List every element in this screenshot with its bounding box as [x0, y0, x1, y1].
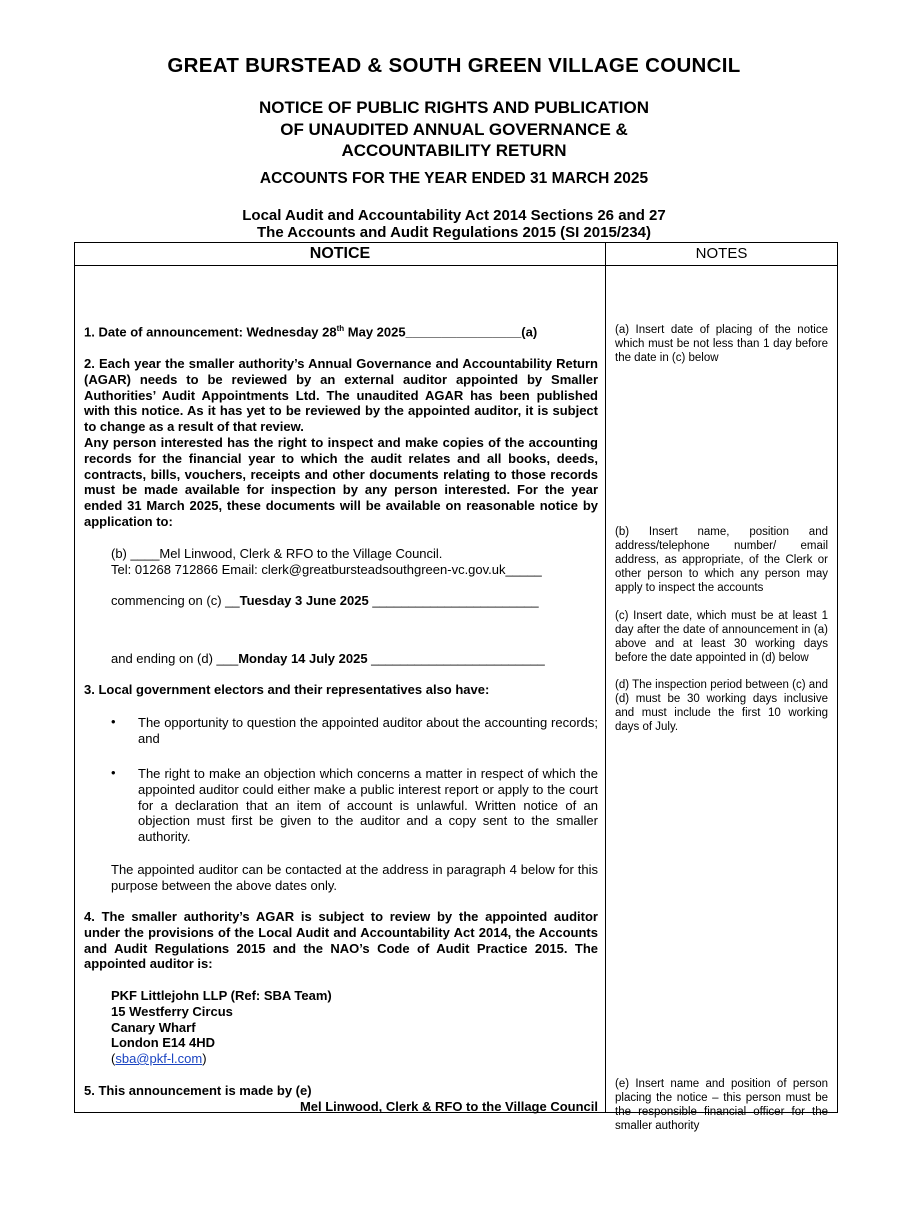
item-2-paragraph-2: Any person interested has the right to inspect and make copies of the accounting records for the financial year to which the audit relates and all books, deeds, contracts, bills, vouchers, receipts and other documents relating to those records must be made available for inspection by any person interested. For the year ended 31 March 2025, these documents will be available on reasonable notice by application to:	[84, 435, 598, 529]
bullet-icon: •	[111, 765, 116, 780]
auditor-contact-note: The appointed auditor can be contacted at the address in paragraph 4 below for this purpose between the above dates only.	[111, 862, 598, 893]
notice-title-line: NOTICE OF PUBLIC RIGHTS AND PUBLICATION	[258, 98, 650, 117]
note-a: (a) Insert date of placing of the notice which must be not less than 1 day before the date in (c) below	[615, 324, 828, 364]
council-name: GREAT BURSTEAD & SOUTH GREEN VILLAGE COUNCIL	[167, 54, 741, 77]
auditor-email-link[interactable]: sba@pkf-l.com	[115, 1051, 203, 1066]
address-line: London E14 4HD	[111, 1035, 216, 1051]
item-1-announcement-date: 1. Date of announcement: Wednesday 28th May 2025________________(a)	[84, 324, 538, 340]
notice-title	[0, 97, 908, 162]
commencing-date-line: commencing on (c) __Tuesday 3 June 2025 _______________________	[111, 593, 539, 608]
accounts-year-heading: ACCOUNTS FOR THE YEAR ENDED 31 MARCH 2025	[259, 170, 649, 187]
notes-column	[606, 266, 838, 1132]
ending-date-line: and ending on (d) ___Monday 14 July 2025 ________________________	[111, 651, 545, 666]
note-e: (e) Insert name and position of person placing the notice – this person must be the responsible financial officer for the smaller authority	[615, 1078, 828, 1132]
bullet-question-auditor: The opportunity to question the appointed auditor about the accounting records; and	[138, 715, 598, 746]
notes-column-header: NOTES	[606, 243, 838, 266]
notice-title-line: OF UNAUDITED ANNUAL GOVERNANCE &	[280, 119, 628, 139]
note-b: (b) Insert name, position and address/telephone number/ email address, as appropriate, of the Clerk or other person to which any person may apply to inspect the accounts	[615, 526, 828, 594]
address-line: PKF Littlejohn LLP (Ref: SBA Team)	[111, 988, 332, 1003]
notice-column	[75, 266, 606, 1113]
contact-name-line: (b) ____Mel Linwood, Clerk & RFO to the Village Council.	[111, 546, 443, 561]
notice-table	[74, 242, 838, 1132]
address-line: Canary Wharf	[111, 1019, 196, 1035]
bullet-right-to-object: The right to make an objection which concerns a matter in respect of which the appointed auditor could either make a public interest report or apply to the court for a declaration that an item of account is unlawful. Written notice of an objection must first be given to the auditor and a copy sent to the smaller authority.	[138, 766, 598, 845]
bullet-icon: •	[111, 714, 116, 729]
item-5-title: 5. This announcement is made by (e)	[84, 1083, 312, 1098]
contact-details-line: Tel: 01268 712866 Email: clerk@greatbursteadsouthgreen-vc.gov.uk_____	[111, 562, 542, 577]
legislation-line: Local Audit and Accountability Act 2014 Sections 26 and 27	[242, 207, 666, 224]
note-d: (d) The inspection period between (c) and (d) must be 30 working days inclusive and must include the first 10 working days of July.	[615, 679, 828, 733]
legislation-line: The Accounts and Audit Regulations 2015 (SI 2015/234)	[257, 224, 651, 241]
auditor-address	[111, 988, 591, 1051]
item-2-paragraph-1: 2. Each year the smaller authority’s Annual Governance and Accountability Return (AGAR) needs to be reviewed by an external auditor appointed by Smaller Authorities’ Audit Appointments Ltd. The unaudited AGAR has been published with this notice. As it has yet to be reviewed by the appointed auditor, it is subject to change as a result of that review.	[84, 356, 598, 435]
note-c: (c) Insert date, which must be at least 1 day after the date of announcement in (a) above and at least 30 working days before the date appointed in (d) below	[615, 610, 828, 664]
address-line: 15 Westferry Circus	[111, 1003, 233, 1019]
item-5-announcer: Mel Linwood, Clerk & RFO to the Village Council	[299, 1099, 598, 1114]
item-4-auditor-review: 4. The smaller authority’s AGAR is subject to review by the appointed auditor under the provisions of the Local Audit and Accountability Act 2014, the Accounts and Audit Regulations 2015 and the NAO’s Code of Audit Practice 2015. The appointed auditor is:	[84, 909, 598, 972]
notice-column-header: NOTICE	[75, 243, 606, 266]
legislation-heading	[0, 207, 908, 241]
item-3-title: 3. Local government electors and their representatives also have:	[84, 682, 490, 697]
auditor-email-line: (sba@pkf-l.com)	[111, 1051, 207, 1066]
notice-title-line: ACCOUNTABILITY RETURN	[341, 141, 567, 160]
